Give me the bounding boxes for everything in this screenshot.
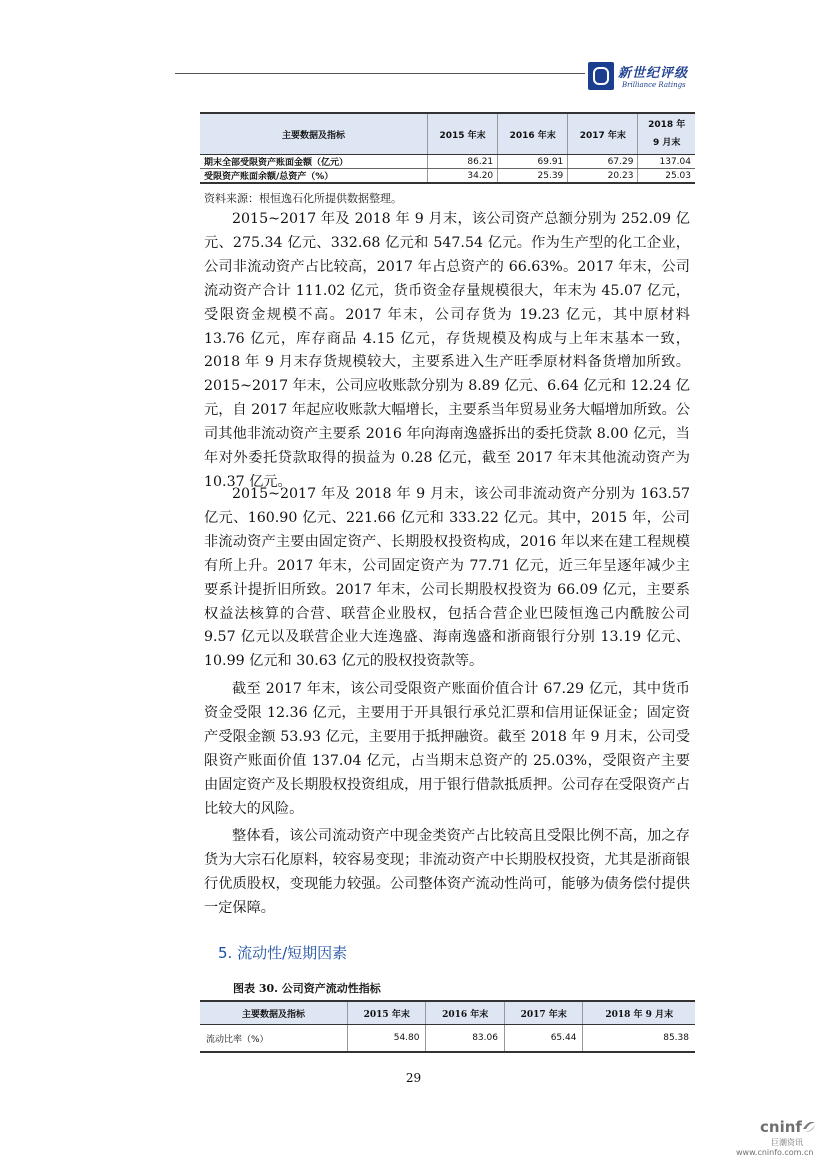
table-row — [200, 1025, 695, 1053]
table-row — [200, 155, 695, 169]
paragraph: 截至 2017 年末，该公司受限资产账面价值合计 67.29 亿元，其中货币资金受限 12.36 亿元，主要用于开具银行承兑汇票和信用证保证金；固定资产受限金额 53.93 亿元，主要用于抵押融资。截至 2018 年 9 月末，公司受限资产账面价值 137.04 亿元，占当期末总资产的 25.03%，受限资产主要由固定资产及长期股权投资组成，用于银行借款抵质押。公司存在受限资产占比较大的风险。 — [204, 681, 690, 817]
table-header-cell: 2018 年 9 月末 — [583, 1001, 695, 1025]
table-header-cell: 主要数据及指标 — [200, 113, 428, 155]
table-cell: 69.91 — [498, 155, 568, 169]
table-header-row — [200, 113, 695, 155]
cninfo-logo-icon — [800, 1117, 818, 1135]
table-cell: 20.23 — [568, 169, 638, 184]
table-cell: 25.39 — [498, 169, 568, 184]
table-row — [200, 169, 695, 184]
table-cell: 85.38 — [583, 1025, 695, 1053]
source-note: 资料来源：根恒逸石化所提供数据整理。 — [204, 192, 402, 205]
table-cell: 受限资产账面余额/总资产（%） — [200, 169, 428, 184]
chart-caption: 图表 30. 公司资产流动性指标 — [233, 982, 381, 995]
page-number: 29 — [405, 1071, 422, 1085]
table-header-cell: 2017 年末 — [568, 113, 638, 155]
table-cell: 25.03 — [638, 169, 695, 184]
table-header-cell: 2018 年 9 月末 — [638, 113, 695, 155]
liquidity-indicators-table — [200, 1000, 695, 1053]
cninfo-brand: cninf — [760, 1118, 802, 1136]
header-rule — [175, 73, 585, 74]
paragraph: 整体看，该公司流动资产中现金类资产占比较高且受限比例不高，加之存货为大宗石化原料，较容易变现；非流动资产中长期股权投资，尤其是浙商银行优质股权，变现能力较强。公司整体资产流动性尚可，能够为债务偿付提供一定保障。 — [204, 828, 690, 916]
table-cell: 86.21 — [428, 155, 498, 169]
table-cell: 54.80 — [348, 1025, 426, 1053]
table-header-cell: 主要数据及指标 — [200, 1001, 348, 1025]
paragraph: 2015~2017 年及 2018 年 9 月末，该公司非流动资产分别为 163.57 亿元、160.90 亿元、221.66 亿元和 333.22 亿元。其中，2015 年，公司非流动资产主要由固定资产、长期股权投资构成，2016 年以来在建工程规模有所上升。2017 年末，公司固定资产为 77.71 亿元，近三年呈逐年减少主要系计提折旧所致。2017 年末，公司长期股权投资为 66.09 亿元，主要系权益法核算的合营、联营企业股权，包括合营企业巴陵恒逸己内酰胺公司 9.57 亿元以及联营企业大连逸盛、海南逸盛和浙商银行分别 13.19 亿元、10.99 亿元和 30.63 亿元的股权投资款等。 — [204, 486, 690, 670]
table-cell: 34.20 — [428, 169, 498, 184]
table-cell: 期末全部受限资产账面金额（亿元） — [200, 155, 428, 169]
table-cell: 65.44 — [504, 1025, 582, 1053]
cninfo-subtitle: 巨潮资讯 — [771, 1138, 803, 1147]
table-header-row — [200, 1001, 695, 1025]
section-heading: 5. 流动性/短期因素 — [218, 944, 348, 962]
paragraph: 2015~2017 年及 2018 年 9 月末，该公司资产总额分别为 252.09 亿元、275.34 亿元、332.68 亿元和 547.54 亿元。作为生产型的化工企业，公司非流动资产占比较高，2017 年占总资产的 66.63%。2017 年末，公司流动资产合计 111.02 亿元，货币资金存量规模很大，年末为 45.07 亿元，受限资金规模不高。2017 年末，公司存货为 19.23 亿元，其中原材料 13.76 亿元，库存商品 4.15 亿元，存货规模及构成与上年末基本一致，2018 年 9 月末存货规模较大，主要系进入生产旺季原材料备货增加所致。2015~2017 年末，公司应收账款分别为 8.89 亿元、6.64 亿元和 12.24 亿元，自 2017 年起应收账款大幅增长，主要系当年贸易业务大幅增加所致。公司其他非流动资产主要系 2016 年向海南逸盛拆出的委托贷款 8.00 亿元，当年对外委托贷款取得的损益为 0.28 亿元，截至 2017 年末其他流动资产为 10.37 亿元。 — [204, 211, 690, 490]
table-header-cell: 2017 年末 — [504, 1001, 582, 1025]
cninfo-url: www.cninfo.com.cn — [736, 1148, 814, 1157]
logo-chinese-name: 新世纪评级 — [618, 66, 689, 81]
brilliance-logo-icon — [588, 62, 614, 90]
logo-english-name: Brilliance Ratings — [622, 81, 686, 89]
table-cell: 137.04 — [638, 155, 695, 169]
table-cell: 流动比率（%） — [200, 1025, 348, 1053]
table-cell: 83.06 — [426, 1025, 504, 1053]
table-header-cell: 2016 年末 — [426, 1001, 504, 1025]
table-header-cell: 2015 年末 — [428, 113, 498, 155]
table-header-cell: 2015 年末 — [348, 1001, 426, 1025]
restricted-assets-table — [200, 112, 695, 184]
table-cell: 67.29 — [568, 155, 638, 169]
table-header-cell: 2016 年末 — [498, 113, 568, 155]
